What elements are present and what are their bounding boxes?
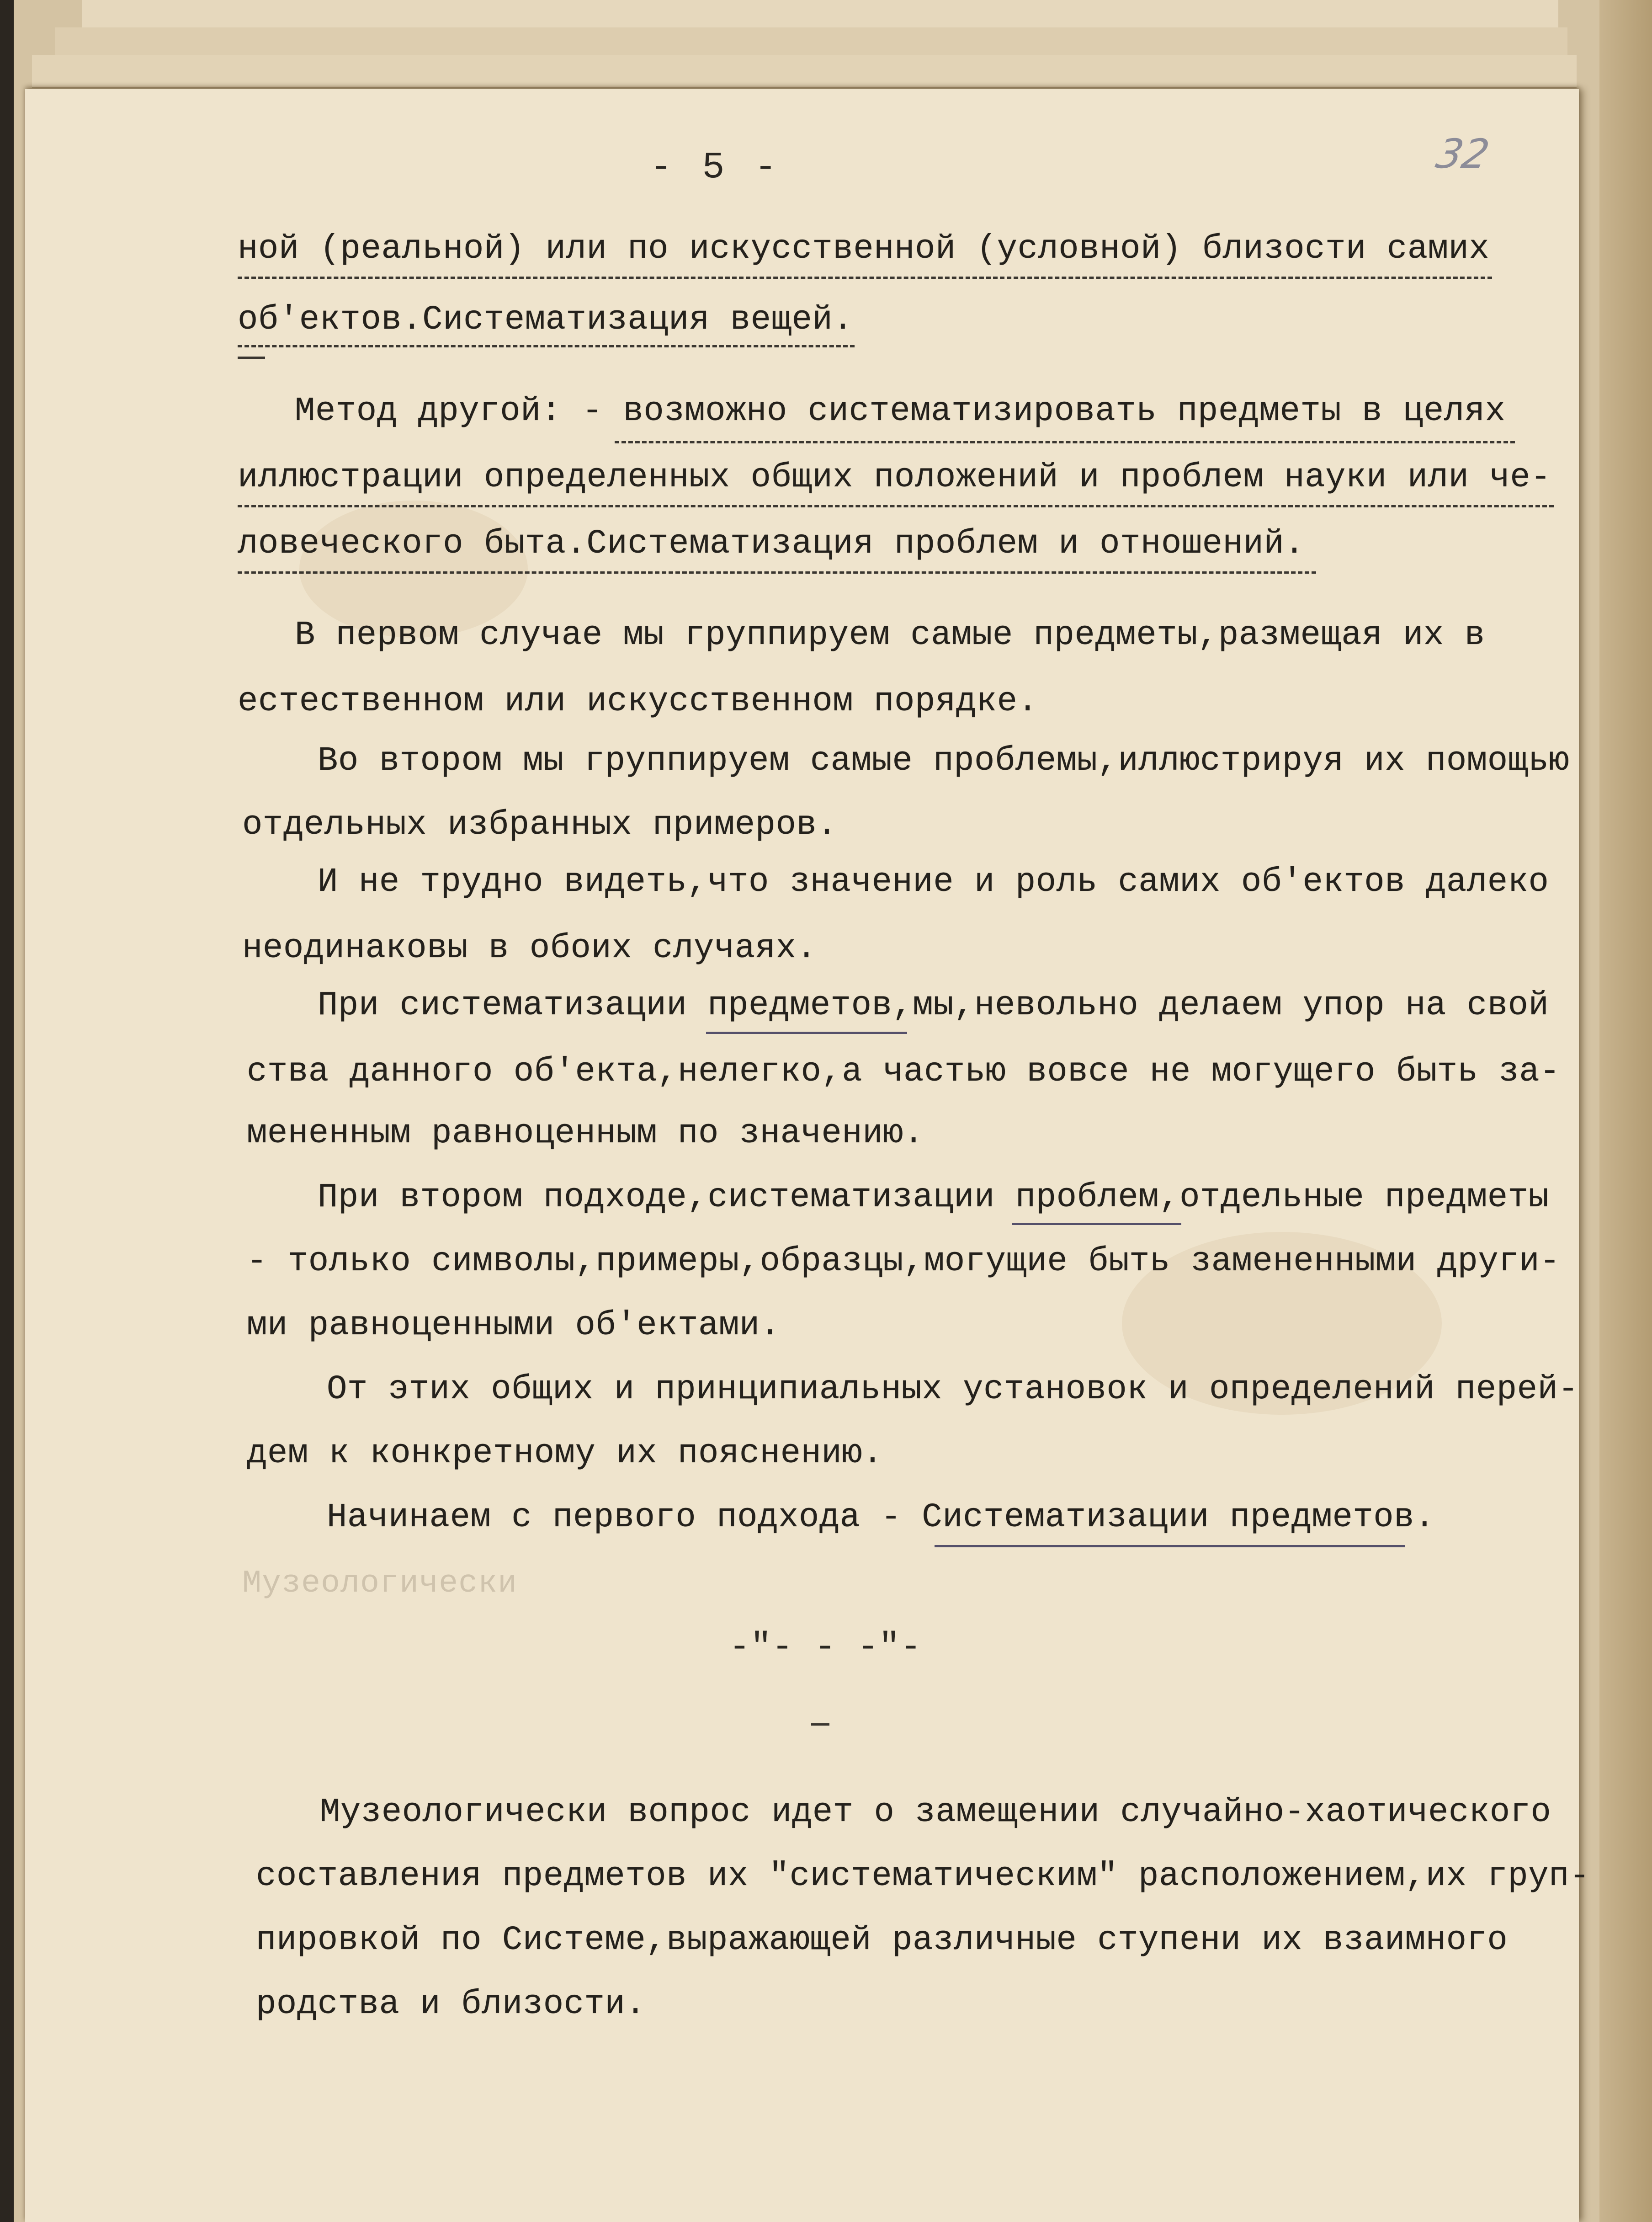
binding-edge — [1599, 0, 1652, 2222]
body-line: При втором подходе,систематизации проблем,отдельные предметы — [318, 1178, 1549, 1217]
closing-line: Музеологически вопрос идет о замещении случайно-хаотического — [320, 1793, 1551, 1832]
underline-rule — [238, 505, 1554, 507]
body-line: дем к конкретному их пояснению. — [247, 1434, 883, 1473]
back-sheet-edge — [32, 55, 1577, 88]
underline-mark — [238, 357, 265, 359]
body-line: И не трудно видеть,что значение и роль самих об'ектов далеко — [318, 863, 1549, 901]
section-separator: -"- - -"- — [729, 1627, 922, 1668]
body-line: естественном или искусственном порядке. — [238, 682, 1038, 721]
body-line: - только символы,примеры,образцы,могущие быть замененными други- — [247, 1242, 1561, 1281]
body-line: ной (реальной) или по искусственной (условной) близости самих — [238, 230, 1490, 268]
closing-line: родства и близости. — [256, 1985, 646, 2024]
underline-rule — [615, 441, 1515, 443]
body-line: об'ектов.Систематизация вещей. — [238, 301, 854, 339]
body-line: отдельных избранных примеров. — [242, 806, 838, 844]
underline-rule — [238, 277, 1492, 279]
underline-rule — [238, 345, 855, 347]
separator-dash — [811, 1723, 829, 1726]
body-line: ловеческого быта.Систематизация проблем и отношений. — [238, 525, 1305, 563]
underline-rule — [706, 1032, 907, 1034]
underline-rule — [935, 1545, 1405, 1547]
body-line: ми равноценными об'ектами. — [247, 1306, 781, 1345]
underline-rule — [1012, 1223, 1181, 1225]
body-line: При систематизации предметов,мы,невольно делаем упор на свой — [318, 986, 1549, 1025]
closing-line: пировкой по Системе,выражающей различные ступени их взаимного — [256, 1921, 1508, 1960]
erased-text: Музеологически — [242, 1566, 518, 1602]
closing-line: составления предметов их "систематическим" расположением,их груп- — [256, 1857, 1590, 1896]
body-line: Метод другой: - возможно систематизировать предметы в целях — [295, 392, 1506, 431]
body-line: От этих общих и принципиальных установок и определений перей- — [327, 1370, 1579, 1409]
page-number: - 5 - — [649, 146, 781, 189]
body-line: Во втором мы группируем самые проблемы,иллюстрируя их помощью — [318, 742, 1570, 780]
body-line: иллюстрации определенных общих положений и проблем науки или че- — [238, 458, 1551, 497]
underline-rule — [238, 571, 1316, 574]
body-line: Начинаем с первого подхода - Систематизации предметов. — [327, 1498, 1435, 1537]
body-line: мененным равноценным по значению. — [247, 1114, 924, 1153]
body-line: В первом случае мы группируем самые предметы,размещая их в — [295, 616, 1485, 655]
body-line: ства данного об'екта,нелегко,а частью вовсе не могущего быть за- — [247, 1053, 1561, 1091]
archive-folio-number: 32 — [1432, 130, 1493, 177]
body-line: неодинаковы в обоих случаях. — [242, 929, 817, 968]
document-page — [25, 89, 1590, 2222]
